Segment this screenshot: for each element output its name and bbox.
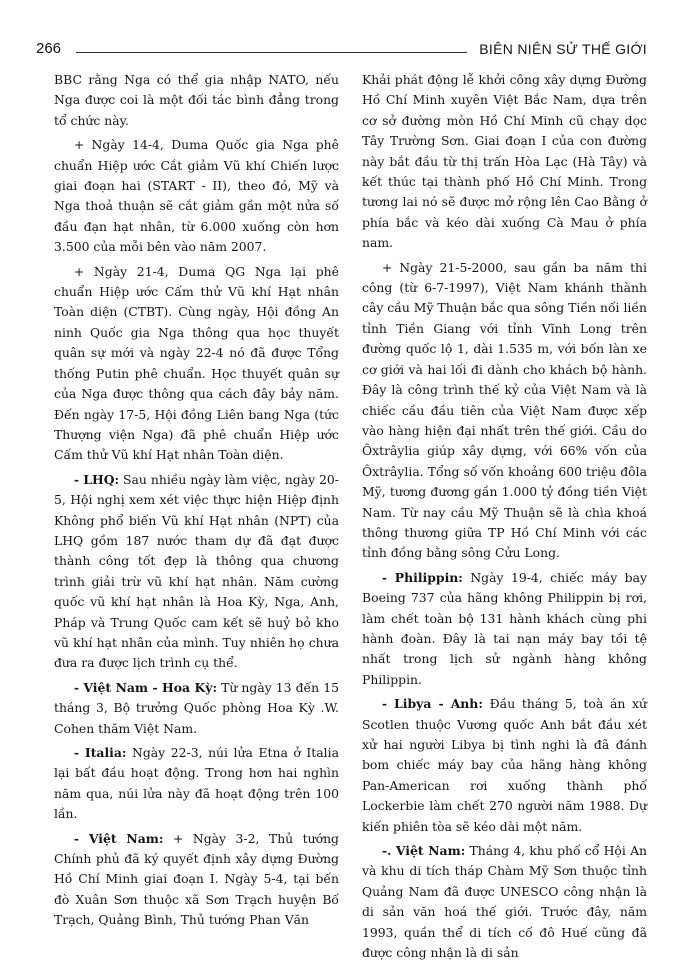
- paragraph: - Việt Nam - Hoa Kỳ: Từ ngày 13 đến 15 tháng 3, Bộ trưởng Quốc phòng Hoa Kỳ .W. Cohen thăm Việt Nam.: [54, 679, 339, 736]
- paragraph: - Italia: Ngày 22-3, núi lửa Etna ở Italia lại bất đầu hoạt động. Trong hơn hai nghìn năm qua, núi lửa này đã hoạt động trên 100 lần.: [54, 745, 339, 822]
- paragraph: -. Việt Nam: Tháng 4, khu phố cổ Hội An và khu di tích tháp Chàm Mỹ Sơn thuộc tỉnh Quảng Nam đã được UNESCO công nhận là di sản văn hoá thế giới. Trước đây, năm 1993, quần thể di tích cố đô Huế cũng đã được công nhận là di sản: [362, 843, 647, 961]
- right-column: [362, 70, 647, 967]
- paragraph: + Ngày 14-4, Duma Quốc gia Nga phê chuẩn Hiệp ước Cắt giảm Vũ khí Chiến lược giai đoạn hai (START - II), theo đó, Mỹ và Nga thoả thuận sẽ cắt giảm gần một nửa số đầu đạn hạt nhân, từ 6.000 xuống còn hơn 3.500 của mỗi bên vào năm 2007.: [54, 137, 339, 255]
- paragraph: - Libya - Anh: Đầu tháng 5, toà án xứ Scotlen thuộc Vương quốc Anh bắt đầu xét xử hai người Libya bị tình nghi là đã đánh bom chiếc máy bay của hãng hàng không Pan-American rơi xuống thành phố Lockerbie làm chết 270 người năm 1988. Dự kiến phiên tòa sẽ kéo dài một năm.: [362, 696, 647, 834]
- paragraph: + Ngày 21-5-2000, sau gần ba năm thi công (từ 6-7-1997), Việt Nam khánh thành cây cầu Mỹ Thuận bắc qua sông Tiền nối liền tỉnh Tiền Giang với tỉnh Vĩnh Long trên đường quốc lộ 1, dài 1.535 m, với bốn làn xe cơ giới và hai lối đi dành cho khách bộ hành. Đây là công trình thế kỷ của Việt Nam và là chiếc cầu đầu tiên của Việt Nam được xếp vào hàng hiện đại nhất trên thế giới. Cầu do Ôxtrâylia giúp xây dựng, với 66% vốn của Ôxtrâylia. Tổng số vốn khoảng 600 triệu đôla Mỹ, tương đương gần 1.000 tỷ đồng tiền Việt Nam. Từ nay cầu Mỹ Thuận sẽ là chìa khoá thông thương giữa TP Hồ Chí Minh với các tỉnh đồng bằng sông Cửu Long.: [362, 259, 647, 561]
- running-title: BIÊN NIÊN SỬ THẾ GIỚI: [479, 41, 647, 57]
- paragraph: BBC rằng Nga có thể gia nhập NATO, nếu Nga được coi là một đối tác bình đẳng trong tổ chức này.: [54, 72, 339, 128]
- paragraph: - Philippin: Ngày 19-4, chiếc máy bay Boeing 737 của hãng không Philippin bị rơi, làm chết toàn bộ 131 hành khách cùng phi hành đoàn. Đây là tai nạn máy bay tồi tệ nhất trong lịch sử ngành hàng không Philippin.: [362, 569, 647, 687]
- paragraph: - Việt Nam: + Ngày 3-2, Thủ tướng Chính phủ đã ký quyết định xây dựng Đường Hồ Chí Minh giai đoạn I. Ngày 5-4, tại bến đò Xuân Sơn thuộc xã Sơn Trạch huyện Bố Trạch, Quảng Bình, Thủ tướng Phan Văn: [54, 830, 339, 928]
- left-column: [54, 70, 339, 935]
- paragraph: - LHQ: Sau nhiều ngày làm việc, ngày 20-5, Hội nghị xem xét việc thực hiện Hiệp định Không phổ biến Vũ khí Hạt nhân (NPT) của LHQ gồm 187 nước tham dự đã đạt được thành công tốt đẹp là thông qua chương trình giải trừ vũ khí hạt nhân. Năm cường quốc vũ khí hạt nhân là Hoa Kỳ, Nga, Anh, Pháp và Trung Quốc cam kết sẽ huỷ bỏ kho vũ khí hạt nhân của mình. Tuy nhiên họ chưa đưa ra được lịch trình cụ thể.: [54, 471, 339, 671]
- paragraph: Khải phát động lễ khởi công xây dựng Đường Hồ Chí Minh xuyên Việt Bắc Nam, dựa trên cơ sở đường mòn Hồ Chí Minh cũ chạy dọc Tây Trường Sơn. Giai đoạn I của con đường này bắt đầu từ thị trấn Hòa Lạc (Hà Tây) và kết thúc tại thành phố Hồ Chí Minh. Trong tương lai nó sẽ được mở rộng lên Cao Bằng ở phía bắc và kéo dài xuống Cà Mau ở phía nam.: [362, 72, 647, 251]
- header-rule: [76, 52, 467, 53]
- paragraph: + Ngày 21-4, Duma QG Nga lại phê chuẩn Hiệp ước Cấm thử Vũ khí Hạt nhân Toàn diện (CTBT). Cùng ngày, Hội đồng An ninh Quốc gia Nga thông qua học thuyết quân sự mới và ngày 22-4 nó đã được Tổng thống Putin phê chuẩn. Học thuyết quân sự của Nga được thông qua cách đây bảy năm. Đến ngày 17-5, Hội đồng Liên bang Nga (tức Thượng viện Nga) đã phê chuẩn Hiệp ước Cấm thử Vũ khí Hạt nhân Toàn diện.: [54, 263, 339, 463]
- page-header: [36, 40, 647, 64]
- page-number: 266: [36, 40, 62, 57]
